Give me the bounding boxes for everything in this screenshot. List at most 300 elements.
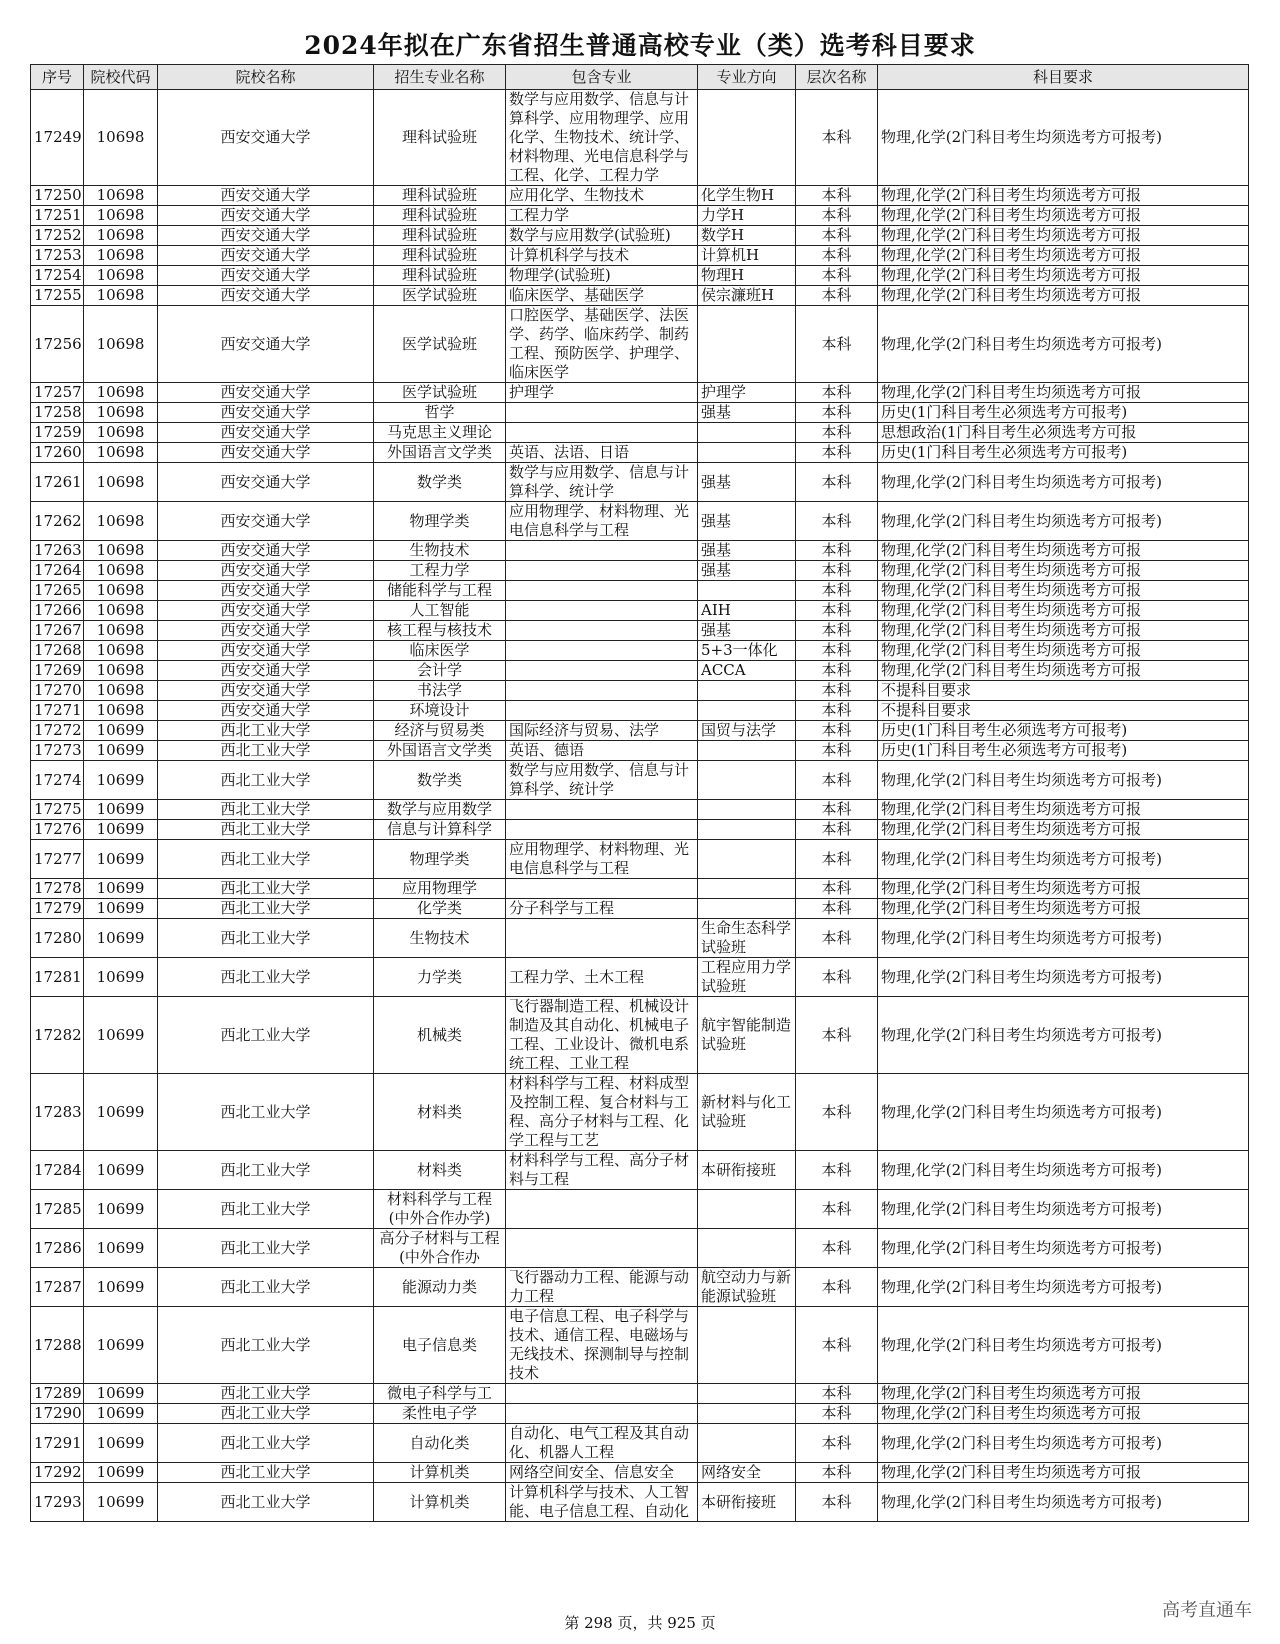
direction-cell: 强基 [698,403,796,423]
major-name-cell: 微电子科学与工 [374,1384,506,1404]
school-name-cell: 西安交通大学 [158,403,374,423]
subject-requirement-cell: 物理,化学(2门科目考生均须选考方可报考) [878,958,1249,997]
included-majors-cell: 英语、法语、日语 [506,443,698,463]
major-name-cell: 理科试验班 [374,226,506,246]
table-row [31,1483,1249,1522]
level-cell: 本科 [796,1151,878,1190]
seq-cell: 17270 [31,681,84,701]
subject-requirement-cell: 历史(1门科目考生必须选考方可报考) [878,721,1249,741]
subject-requirement-cell: 物理,化学(2门科目考生均须选考方可报 [878,266,1249,286]
subject-requirement-cell: 物理,化学(2门科目考生均须选考方可报考) [878,1307,1249,1384]
table-row [31,761,1249,800]
subject-requirement-cell: 物理,化学(2门科目考生均须选考方可报 [878,1384,1249,1404]
school-name-cell: 西安交通大学 [158,186,374,206]
header-school-code: 院校代码 [84,65,158,90]
included-majors-cell [506,403,698,423]
subject-requirement-cell: 物理,化学(2门科目考生均须选考方可报考) [878,463,1249,502]
level-cell: 本科 [796,621,878,641]
table-row [31,997,1249,1074]
table-row [31,561,1249,581]
seq-cell: 17290 [31,1404,84,1424]
major-name-cell: 外国语言文学类 [374,443,506,463]
seq-cell: 17269 [31,661,84,681]
direction-cell [698,879,796,899]
school-code-cell: 10699 [84,1229,158,1268]
direction-cell: 力学H [698,206,796,226]
subject-requirement-cell: 物理,化学(2门科目考生均须选考方可报 [878,899,1249,919]
seq-cell: 17273 [31,741,84,761]
included-majors-cell [506,581,698,601]
major-name-cell: 物理学类 [374,840,506,879]
direction-cell [698,306,796,383]
direction-cell [698,1384,796,1404]
school-code-cell: 10699 [84,1404,158,1424]
subject-requirement-cell: 思想政治(1门科目考生必须选考方可报 [878,423,1249,443]
school-name-cell: 西安交通大学 [158,561,374,581]
direction-cell [698,681,796,701]
subject-requirement-cell: 物理,化学(2门科目考生均须选考方可报考) [878,502,1249,541]
school-code-cell: 10698 [84,621,158,641]
table-row [31,383,1249,403]
level-cell: 本科 [796,561,878,581]
seq-cell: 17263 [31,541,84,561]
seq-cell: 17256 [31,306,84,383]
direction-cell: 计算机H [698,246,796,266]
subject-requirement-cell: 物理,化学(2门科目考生均须选考方可报考) [878,919,1249,958]
major-name-cell: 工程力学 [374,561,506,581]
school-name-cell: 西安交通大学 [158,286,374,306]
table-row [31,840,1249,879]
included-majors-cell: 临床医学、基础医学 [506,286,698,306]
subject-requirement-cell: 物理,化学(2门科目考生均须选考方可报考) [878,1074,1249,1151]
subject-requirement-cell: 物理,化学(2门科目考生均须选考方可报 [878,383,1249,403]
seq-cell: 17253 [31,246,84,266]
seq-cell: 17267 [31,621,84,641]
table-row [31,681,1249,701]
major-name-cell: 生物技术 [374,919,506,958]
major-name-cell: 材料类 [374,1151,506,1190]
included-majors-cell [506,1229,698,1268]
seq-cell: 17288 [31,1307,84,1384]
major-name-cell: 化学类 [374,899,506,919]
level-cell: 本科 [796,840,878,879]
subject-requirement-cell: 物理,化学(2门科目考生均须选考方可报考) [878,90,1249,186]
included-majors-cell: 分子科学与工程 [506,899,698,919]
direction-cell: 新材料与化工试验班 [698,1074,796,1151]
major-name-cell: 机械类 [374,997,506,1074]
school-name-cell: 西北工业大学 [158,879,374,899]
table-row [31,958,1249,997]
major-name-cell: 会计学 [374,661,506,681]
major-name-cell: 人工智能 [374,601,506,621]
seq-cell: 17286 [31,1229,84,1268]
table-row [31,403,1249,423]
major-name-cell: 核工程与核技术 [374,621,506,641]
direction-cell: 航空动力与新能源试验班 [698,1268,796,1307]
level-cell: 本科 [796,919,878,958]
included-majors-cell [506,641,698,661]
subject-requirement-cell: 物理,化学(2门科目考生均须选考方可报 [878,561,1249,581]
seq-cell: 17255 [31,286,84,306]
subject-requirement-cell: 不提科目要求 [878,681,1249,701]
school-code-cell: 10699 [84,997,158,1074]
subject-requirement-cell: 物理,化学(2门科目考生均须选考方可报考) [878,1229,1249,1268]
seq-cell: 17262 [31,502,84,541]
direction-cell: ACCA [698,661,796,681]
direction-cell: 强基 [698,541,796,561]
seq-cell: 17289 [31,1384,84,1404]
table-row [31,266,1249,286]
included-majors-cell [506,1384,698,1404]
level-cell: 本科 [796,1307,878,1384]
school-name-cell: 西北工业大学 [158,741,374,761]
table-row [31,879,1249,899]
school-name-cell: 西北工业大学 [158,1307,374,1384]
school-name-cell: 西安交通大学 [158,661,374,681]
seq-cell: 17277 [31,840,84,879]
included-majors-cell [506,879,698,899]
subject-requirement-cell: 物理,化学(2门科目考生均须选考方可报考) [878,1190,1249,1229]
school-name-cell: 西安交通大学 [158,502,374,541]
school-name-cell: 西北工业大学 [158,721,374,741]
school-code-cell: 10699 [84,1190,158,1229]
direction-cell: 强基 [698,463,796,502]
seq-cell: 17275 [31,800,84,820]
table-row [31,721,1249,741]
school-name-cell: 西安交通大学 [158,423,374,443]
subject-requirement-cell: 物理,化学(2门科目考生均须选考方可报考) [878,1151,1249,1190]
included-majors-cell [506,701,698,721]
level-cell: 本科 [796,601,878,621]
table-row [31,661,1249,681]
major-name-cell: 理科试验班 [374,246,506,266]
major-name-cell: 电子信息类 [374,1307,506,1384]
level-cell: 本科 [796,800,878,820]
school-code-cell: 10699 [84,879,158,899]
school-code-cell: 10699 [84,800,158,820]
seq-cell: 17293 [31,1483,84,1522]
school-code-cell: 10699 [84,1307,158,1384]
school-code-cell: 10698 [84,226,158,246]
direction-cell: 网络安全 [698,1463,796,1483]
school-name-cell: 西安交通大学 [158,621,374,641]
level-cell: 本科 [796,541,878,561]
included-majors-cell: 工程力学 [506,206,698,226]
major-name-cell: 环境设计 [374,701,506,721]
school-name-cell: 西北工业大学 [158,1384,374,1404]
header-seq: 序号 [31,65,84,90]
table-row [31,601,1249,621]
included-majors-cell: 网络空间安全、信息安全 [506,1463,698,1483]
school-code-cell: 10699 [84,741,158,761]
school-name-cell: 西安交通大学 [158,541,374,561]
table-row [31,1463,1249,1483]
major-name-cell: 医学试验班 [374,306,506,383]
table-row [31,1268,1249,1307]
seq-cell: 17265 [31,581,84,601]
header-major-name: 招生专业名称 [374,65,506,90]
major-name-cell: 外国语言文学类 [374,741,506,761]
subject-requirement-cell: 物理,化学(2门科目考生均须选考方可报 [878,1463,1249,1483]
school-code-cell: 10698 [84,541,158,561]
table-row [31,90,1249,186]
direction-cell [698,90,796,186]
table-row [31,423,1249,443]
school-code-cell: 10698 [84,701,158,721]
subject-requirement-cell: 物理,化学(2门科目考生均须选考方可报 [878,601,1249,621]
page-title: 2024年拟在广东省招生普通高校专业（类）选考科目要求 [304,31,976,60]
page-number: 第 298 页，共 925 页 [564,1614,716,1632]
school-code-cell: 10698 [84,186,158,206]
seq-cell: 17254 [31,266,84,286]
seq-cell: 17259 [31,423,84,443]
seq-cell: 17250 [31,186,84,206]
direction-cell: 侯宗濂班H [698,286,796,306]
seq-cell: 17271 [31,701,84,721]
included-majors-cell: 数学与应用数学(试验班) [506,226,698,246]
major-name-cell: 书法学 [374,681,506,701]
included-majors-cell: 数学与应用数学、信息与计算科学、统计学 [506,463,698,502]
major-name-cell: 数学类 [374,761,506,800]
school-code-cell: 10699 [84,1424,158,1463]
school-code-cell: 10699 [84,721,158,741]
school-code-cell: 10699 [84,1151,158,1190]
table-row [31,820,1249,840]
direction-cell [698,1229,796,1268]
included-majors-cell: 计算机科学与技术、人工智能、电子信息工程、自动化 [506,1483,698,1522]
direction-cell: 强基 [698,502,796,541]
table-row [31,443,1249,463]
major-name-cell: 医学试验班 [374,383,506,403]
seq-cell: 17266 [31,601,84,621]
school-code-cell: 10699 [84,958,158,997]
requirements-table [30,64,1249,1522]
major-name-cell: 理科试验班 [374,186,506,206]
subject-requirement-cell: 物理,化学(2门科目考生均须选考方可报 [878,661,1249,681]
school-name-cell: 西北工业大学 [158,1463,374,1483]
school-code-cell: 10698 [84,601,158,621]
level-cell: 本科 [796,306,878,383]
included-majors-cell: 应用物理学、材料物理、光电信息科学与工程 [506,502,698,541]
brand-watermark: 高考直通车 [1162,1600,1252,1620]
level-cell: 本科 [796,246,878,266]
major-name-cell: 高分子材料与工程(中外合作办 [374,1229,506,1268]
header-subject-requirement: 科目要求 [878,65,1249,90]
major-name-cell: 马克思主义理论 [374,423,506,443]
major-name-cell: 理科试验班 [374,266,506,286]
seq-cell: 17284 [31,1151,84,1190]
school-name-cell: 西北工业大学 [158,1424,374,1463]
direction-cell: 物理H [698,266,796,286]
major-name-cell: 能源动力类 [374,1268,506,1307]
school-name-cell: 西安交通大学 [158,641,374,661]
included-majors-cell [506,661,698,681]
included-majors-cell: 物理学(试验班) [506,266,698,286]
major-name-cell: 医学试验班 [374,286,506,306]
school-code-cell: 10698 [84,90,158,186]
included-majors-cell [506,561,698,581]
included-majors-cell: 飞行器动力工程、能源与动力工程 [506,1268,698,1307]
direction-cell [698,1424,796,1463]
seq-cell: 17280 [31,919,84,958]
included-majors-cell: 英语、德语 [506,741,698,761]
school-name-cell: 西北工业大学 [158,820,374,840]
school-code-cell: 10699 [84,1074,158,1151]
level-cell: 本科 [796,641,878,661]
direction-cell: 本研衔接班 [698,1483,796,1522]
seq-cell: 17276 [31,820,84,840]
subject-requirement-cell: 物理,化学(2门科目考生均须选考方可报 [878,541,1249,561]
school-code-cell: 10699 [84,1483,158,1522]
header-included-majors: 包含专业 [506,65,698,90]
subject-requirement-cell: 物理,化学(2门科目考生均须选考方可报 [878,206,1249,226]
direction-cell [698,820,796,840]
seq-cell: 17251 [31,206,84,226]
table-row [31,1307,1249,1384]
level-cell: 本科 [796,958,878,997]
direction-cell: 数学H [698,226,796,246]
subject-requirement-cell: 历史(1门科目考生必须选考方可报考) [878,403,1249,423]
subject-requirement-cell: 历史(1门科目考生必须选考方可报考) [878,443,1249,463]
included-majors-cell [506,1404,698,1424]
seq-cell: 17278 [31,879,84,899]
major-name-cell: 经济与贸易类 [374,721,506,741]
major-name-cell: 应用物理学 [374,879,506,899]
table-row [31,741,1249,761]
major-name-cell: 力学类 [374,958,506,997]
level-cell: 本科 [796,1190,878,1229]
subject-requirement-cell: 物理,化学(2门科目考生均须选考方可报 [878,186,1249,206]
included-majors-cell [506,601,698,621]
major-name-cell: 自动化类 [374,1424,506,1463]
included-majors-cell: 电子信息工程、电子科学与技术、通信工程、电磁场与无线技术、探测制导与控制技术 [506,1307,698,1384]
table-row [31,581,1249,601]
table-row [31,1190,1249,1229]
school-code-cell: 10699 [84,1268,158,1307]
school-code-cell: 10698 [84,641,158,661]
major-name-cell: 材料科学与工程(中外合作办学) [374,1190,506,1229]
direction-cell [698,1190,796,1229]
school-code-cell: 10698 [84,661,158,681]
level-cell: 本科 [796,206,878,226]
level-cell: 本科 [796,820,878,840]
school-name-cell: 西安交通大学 [158,90,374,186]
school-name-cell: 西安交通大学 [158,601,374,621]
table-row [31,621,1249,641]
school-code-cell: 10698 [84,443,158,463]
direction-cell: 航宇智能制造试验班 [698,997,796,1074]
level-cell: 本科 [796,226,878,246]
school-name-cell: 西北工业大学 [158,1151,374,1190]
subject-requirement-cell: 物理,化学(2门科目考生均须选考方可报 [878,820,1249,840]
seq-cell: 17285 [31,1190,84,1229]
major-name-cell: 哲学 [374,403,506,423]
subject-requirement-cell: 不提科目要求 [878,701,1249,721]
school-code-cell: 10698 [84,383,158,403]
major-name-cell: 物理学类 [374,502,506,541]
school-code-cell: 10699 [84,919,158,958]
direction-cell: 生命生态科学试验班 [698,919,796,958]
level-cell: 本科 [796,1404,878,1424]
table-row [31,899,1249,919]
school-code-cell: 10698 [84,581,158,601]
table-row [31,206,1249,226]
level-cell: 本科 [796,581,878,601]
school-name-cell: 西安交通大学 [158,246,374,266]
direction-cell: 工程应用力学试验班 [698,958,796,997]
school-code-cell: 10699 [84,1463,158,1483]
major-name-cell: 柔性电子学 [374,1404,506,1424]
direction-cell [698,800,796,820]
seq-cell: 17257 [31,383,84,403]
direction-cell [698,840,796,879]
table-row [31,246,1249,266]
level-cell: 本科 [796,286,878,306]
subject-requirement-cell: 物理,化学(2门科目考生均须选考方可报考) [878,840,1249,879]
school-name-cell: 西安交通大学 [158,701,374,721]
major-name-cell: 临床医学 [374,641,506,661]
table-row [31,286,1249,306]
level-cell: 本科 [796,1463,878,1483]
seq-cell: 17281 [31,958,84,997]
seq-cell: 17258 [31,403,84,423]
included-majors-cell: 材料科学与工程、高分子材料与工程 [506,1151,698,1190]
table-row [31,800,1249,820]
school-code-cell: 10698 [84,423,158,443]
included-majors-cell: 计算机科学与技术 [506,246,698,266]
seq-cell: 17249 [31,90,84,186]
school-name-cell: 西安交通大学 [158,383,374,403]
major-name-cell: 储能科学与工程 [374,581,506,601]
included-majors-cell [506,681,698,701]
included-majors-cell [506,1190,698,1229]
direction-cell: AIH [698,601,796,621]
seq-cell: 17261 [31,463,84,502]
seq-cell: 17274 [31,761,84,800]
major-name-cell: 数学与应用数学 [374,800,506,820]
major-name-cell: 理科试验班 [374,90,506,186]
level-cell: 本科 [796,423,878,443]
table-row [31,463,1249,502]
school-name-cell: 西安交通大学 [158,463,374,502]
included-majors-cell: 数学与应用数学、信息与计算科学、应用物理学、应用化学、生物技术、统计学、材料物理、光电信息科学与工程、化学、工程力学 [506,90,698,186]
subject-requirement-cell: 物理,化学(2门科目考生均须选考方可报 [878,226,1249,246]
direction-cell [698,701,796,721]
school-name-cell: 西北工业大学 [158,958,374,997]
school-code-cell: 10698 [84,266,158,286]
table-row [31,1151,1249,1190]
level-cell: 本科 [796,721,878,741]
included-majors-cell: 口腔医学、基础医学、法医学、药学、临床药学、制药工程、预防医学、护理学、临床医学 [506,306,698,383]
school-name-cell: 西北工业大学 [158,840,374,879]
table-row [31,502,1249,541]
school-name-cell: 西安交通大学 [158,206,374,226]
direction-cell [698,581,796,601]
level-cell: 本科 [796,899,878,919]
level-cell: 本科 [796,761,878,800]
major-name-cell: 理科试验班 [374,206,506,226]
level-cell: 本科 [796,266,878,286]
subject-requirement-cell: 物理,化学(2门科目考生均须选考方可报 [878,641,1249,661]
level-cell: 本科 [796,1384,878,1404]
seq-cell: 17283 [31,1074,84,1151]
seq-cell: 17291 [31,1424,84,1463]
table-row [31,306,1249,383]
school-name-cell: 西安交通大学 [158,443,374,463]
included-majors-cell: 应用化学、生物技术 [506,186,698,206]
level-cell: 本科 [796,186,878,206]
school-name-cell: 西北工业大学 [158,761,374,800]
